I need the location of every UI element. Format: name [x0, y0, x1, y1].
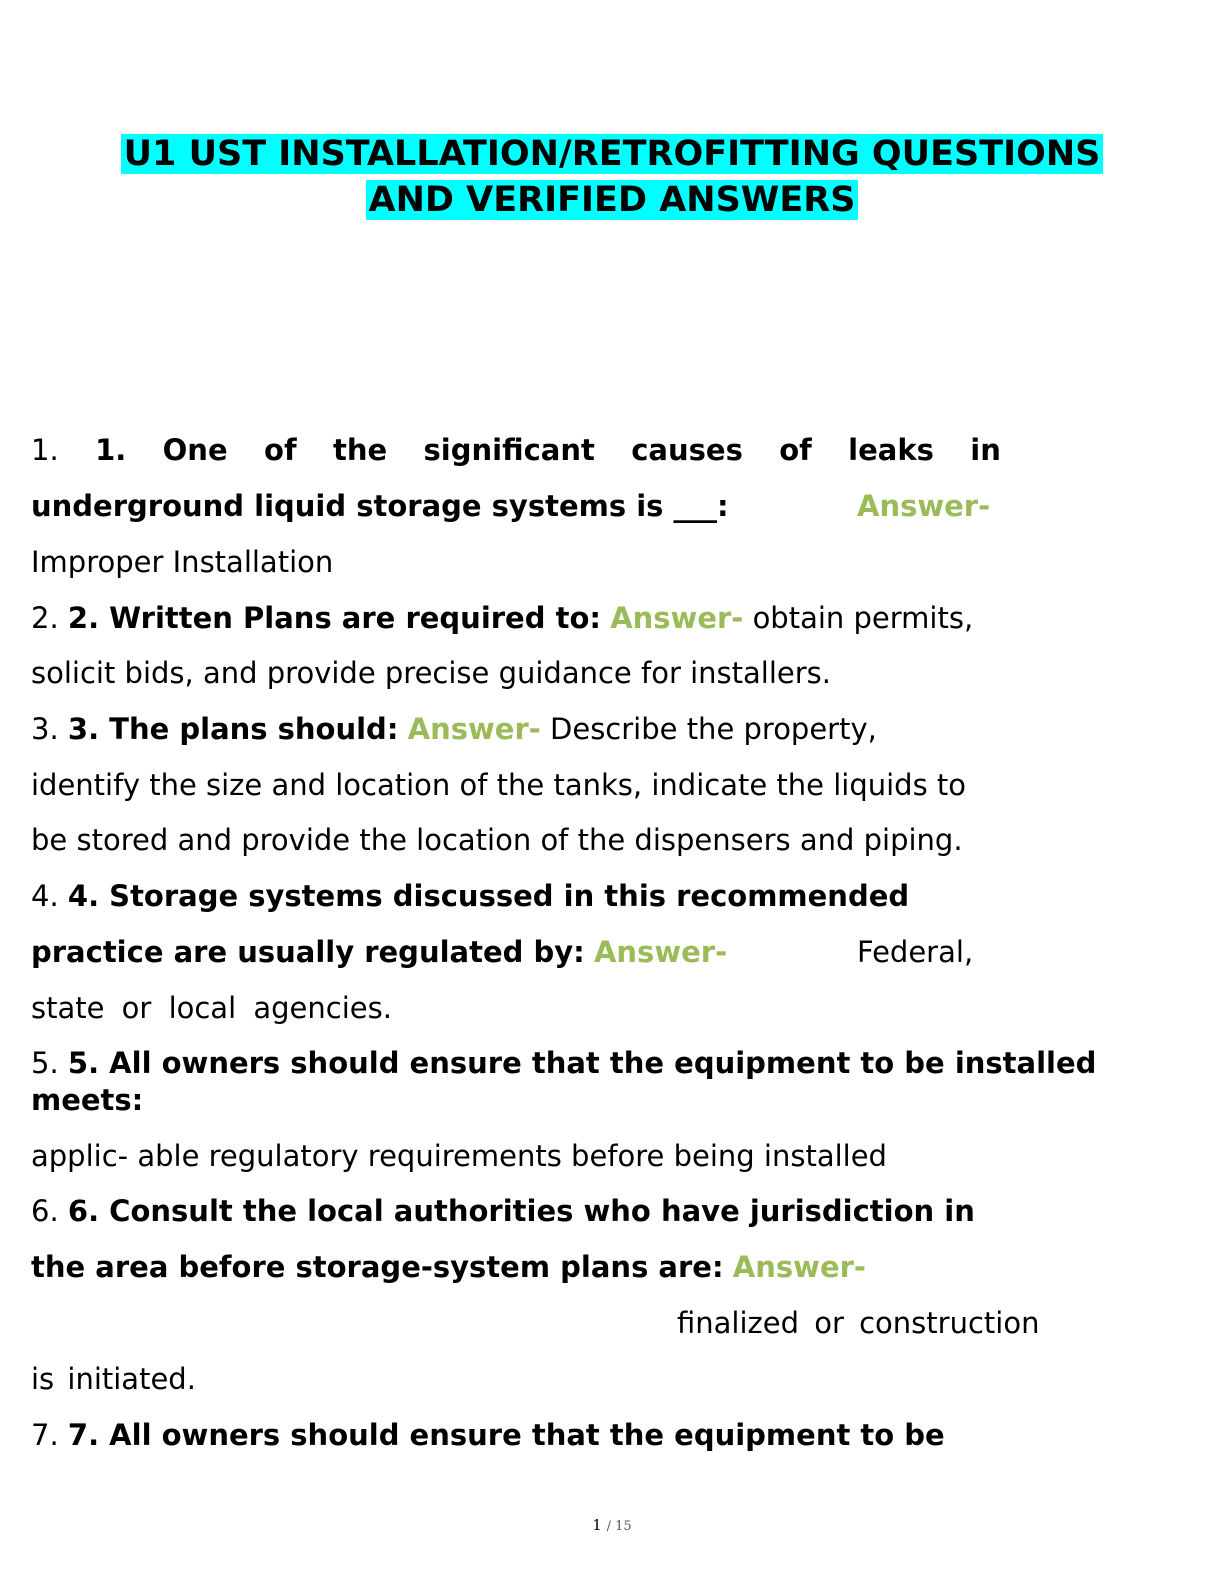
- question-4-line-2: [31, 934, 1201, 970]
- q3-number: 3.: [31, 712, 59, 746]
- q1-word: 1.: [95, 433, 127, 467]
- question-5-line-1: [31, 1045, 1201, 1081]
- q3-answer-part-2: identify the size and location of the tanks, indicate the liquids to: [31, 768, 967, 802]
- q1-answer-label: Answer-: [857, 489, 991, 523]
- question-6-line-1: [31, 1193, 1201, 1229]
- document-title: [0, 131, 1224, 223]
- q3-question: 3. The plans should:: [67, 712, 399, 746]
- q1-number: 1.: [31, 433, 59, 467]
- title-line-1: U1 UST INSTALLATION/RETROFITTING QUESTIONS: [121, 134, 1104, 174]
- q1-word: of: [264, 433, 297, 467]
- question-1-line-2: [31, 488, 1201, 524]
- q5-question-part-2: meets:: [31, 1083, 144, 1117]
- question-7-line-1: [31, 1417, 1201, 1453]
- q4-answer-part-2: state or local agencies.: [31, 991, 392, 1025]
- question-2-line-1: [31, 600, 1201, 636]
- q2-answer-part-2: solicit bids, and provide precise guidance for installers.: [31, 656, 831, 690]
- current-page: 1: [592, 1516, 602, 1534]
- q1-word: causes: [631, 433, 743, 467]
- q5-answer: applic- able regulatory requirements before being installed: [31, 1139, 887, 1173]
- q1-word: the: [332, 433, 388, 467]
- q1-word: leaks: [848, 433, 934, 467]
- title-line-2: AND VERIFIED ANSWERS: [366, 180, 859, 220]
- q1-word: in: [970, 433, 1001, 467]
- q2-number: 2.: [31, 601, 59, 635]
- q2-answer-label: Answer-: [610, 601, 744, 635]
- q4-answer-label: Answer-: [593, 935, 728, 969]
- q6-answer-label: Answer-: [732, 1250, 866, 1284]
- q1-question: underground liquid storage systems is ___:: [31, 489, 729, 523]
- q1-word: of: [779, 433, 812, 467]
- q6-question-part-1: 6. Consult the local authorities who have jurisdiction in: [67, 1194, 975, 1228]
- page-indicator: [0, 1516, 1224, 1534]
- q3-answer-label: Answer-: [407, 712, 541, 746]
- q1-word: significant: [423, 433, 595, 467]
- q6-question-part-2: the area before storage-system plans are:: [31, 1250, 724, 1284]
- total-pages: / 15: [606, 1519, 632, 1534]
- q2-question: 2. Written Plans are required to:: [67, 601, 601, 635]
- q7-question-part-1: 7. All owners should ensure that the equipment to be: [67, 1418, 945, 1452]
- q4-answer-part-1: Federal,: [857, 935, 974, 969]
- q5-number: 5.: [31, 1046, 59, 1080]
- question-4-line-1: [31, 878, 1201, 914]
- question-6-line-2: [31, 1249, 1201, 1285]
- q3-answer-part-1: Describe the property,: [550, 712, 877, 746]
- q2-answer-part-1: obtain permits,: [752, 601, 974, 635]
- question-1-line-1: [31, 432, 1001, 468]
- q6-answer-part-1: finalized or construction: [677, 1306, 1040, 1340]
- question-3-line-1: [31, 711, 1201, 747]
- q6-answer-part-2: is initiated.: [31, 1362, 196, 1396]
- q4-question-part-1: 4. Storage systems discussed in this recommended: [67, 879, 910, 913]
- q5-question-part-1: 5. All owners should ensure that the equipment to be installed: [67, 1046, 1097, 1080]
- q4-question-part-2: practice are usually regulated by:: [31, 935, 585, 969]
- q3-answer-part-3: be stored and provide the location of the dispensers and piping.: [31, 823, 963, 857]
- q6-number: 6.: [31, 1194, 59, 1228]
- q4-number: 4.: [31, 879, 59, 913]
- q1-word: One: [162, 433, 228, 467]
- q7-number: 7.: [31, 1418, 59, 1452]
- q1-answer: Improper Installation: [31, 545, 334, 579]
